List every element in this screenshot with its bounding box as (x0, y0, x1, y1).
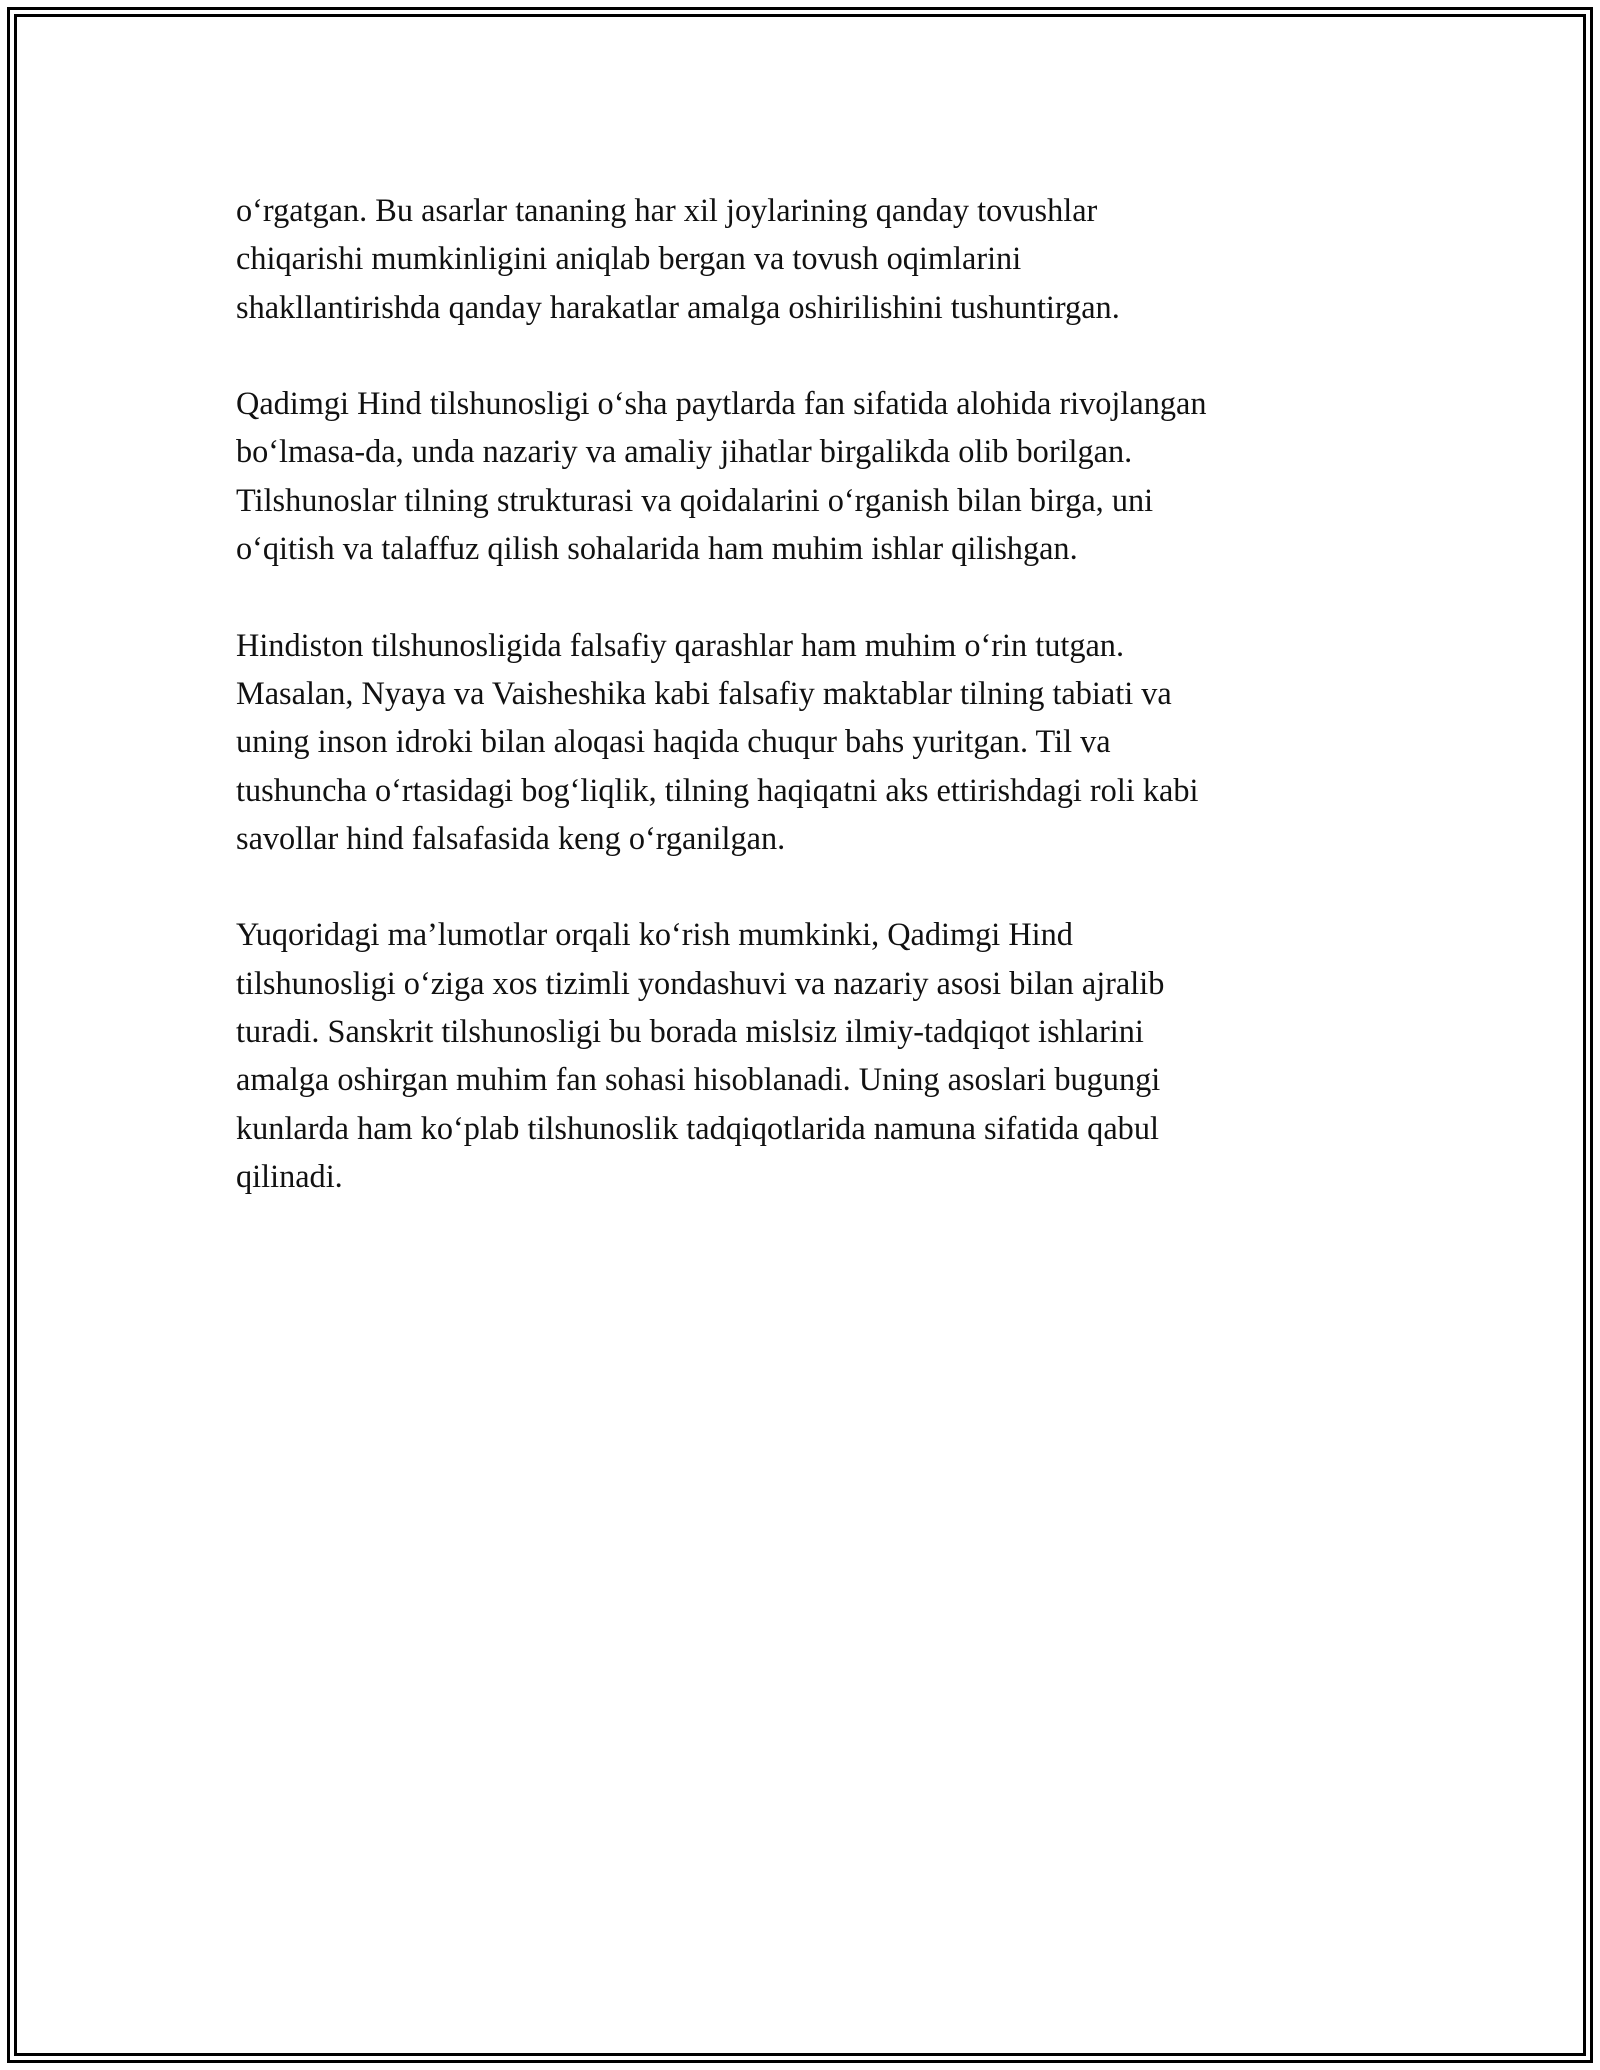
text-line: uning inson idroki bilan aloqasi haqida chuqur bahs yuritgan. Til va (236, 723, 1111, 760)
text-line: Tilshunoslar tilning strukturasi va qoidalarini o‘rganish bilan birga, uni (236, 481, 1154, 518)
paragraph-2 (236, 379, 1366, 572)
text-line: savollar hind falsafasida keng o‘rganilgan. (236, 819, 786, 856)
text-line: shakllantirishda qanday harakatlar amalga oshirilishini tushuntirgan. (236, 288, 1120, 325)
text-line: Qadimgi Hind tilshunosligi o‘sha paytlarda fan sifatida alohida rivojlangan (236, 385, 1207, 422)
text-line: chiqarishi mumkinligini aniqlab bergan va tovush oqimlarini (236, 240, 1022, 277)
text-line: bo‘lmasa-da, unda nazariy va amaliy jihatlar birgalikda olib borilgan. (236, 433, 1133, 470)
text-line: kunlarda ham ko‘plab tilshunoslik tadqiqotlarida namuna sifatida qabul (236, 1109, 1159, 1146)
text-line: Hindiston tilshunosligida falsafiy qarashlar ham muhim o‘rin tutgan. (236, 626, 1125, 663)
text-line: o‘rgatgan. Bu asarlar tananing har xil joylarining qanday tovushlar (236, 192, 1098, 228)
text-line: tushuncha o‘rtasidagi bog‘liqlik, tilning haqiqatni aks ettirishdagi roli kabi (236, 771, 1199, 808)
text-line: Masalan, Nyaya va Vaisheshika kabi falsafiy maktablar tilning tabiati va (236, 674, 1172, 711)
paragraph-3 (236, 621, 1366, 862)
text-line: o‘qitish va talaffuz qilish sohalarida ham muhim ishlar qilishgan. (236, 530, 1078, 567)
text-line: qilinadi. (236, 1157, 343, 1194)
text-line: Yuqoridagi ma’lumotlar orqali ko‘rish mumkinki, Qadimgi Hind (236, 916, 1073, 953)
text-line: amalga oshirgan muhim fan sohasi hisoblanadi. Uning asoslari bugungi (236, 1061, 1161, 1098)
paragraph-4 (236, 910, 1366, 1200)
text-line: turadi. Sanskrit tilshunosligi bu borada mislsiz ilmiy-tadqiqot ishlarini (236, 1013, 1144, 1050)
paragraph-1 (236, 186, 1366, 331)
text-line: tilshunosligi o‘ziga xos tizimli yondashuvi va nazariy asosi bilan ajralib (236, 964, 1165, 1001)
document-body (236, 186, 1366, 1249)
